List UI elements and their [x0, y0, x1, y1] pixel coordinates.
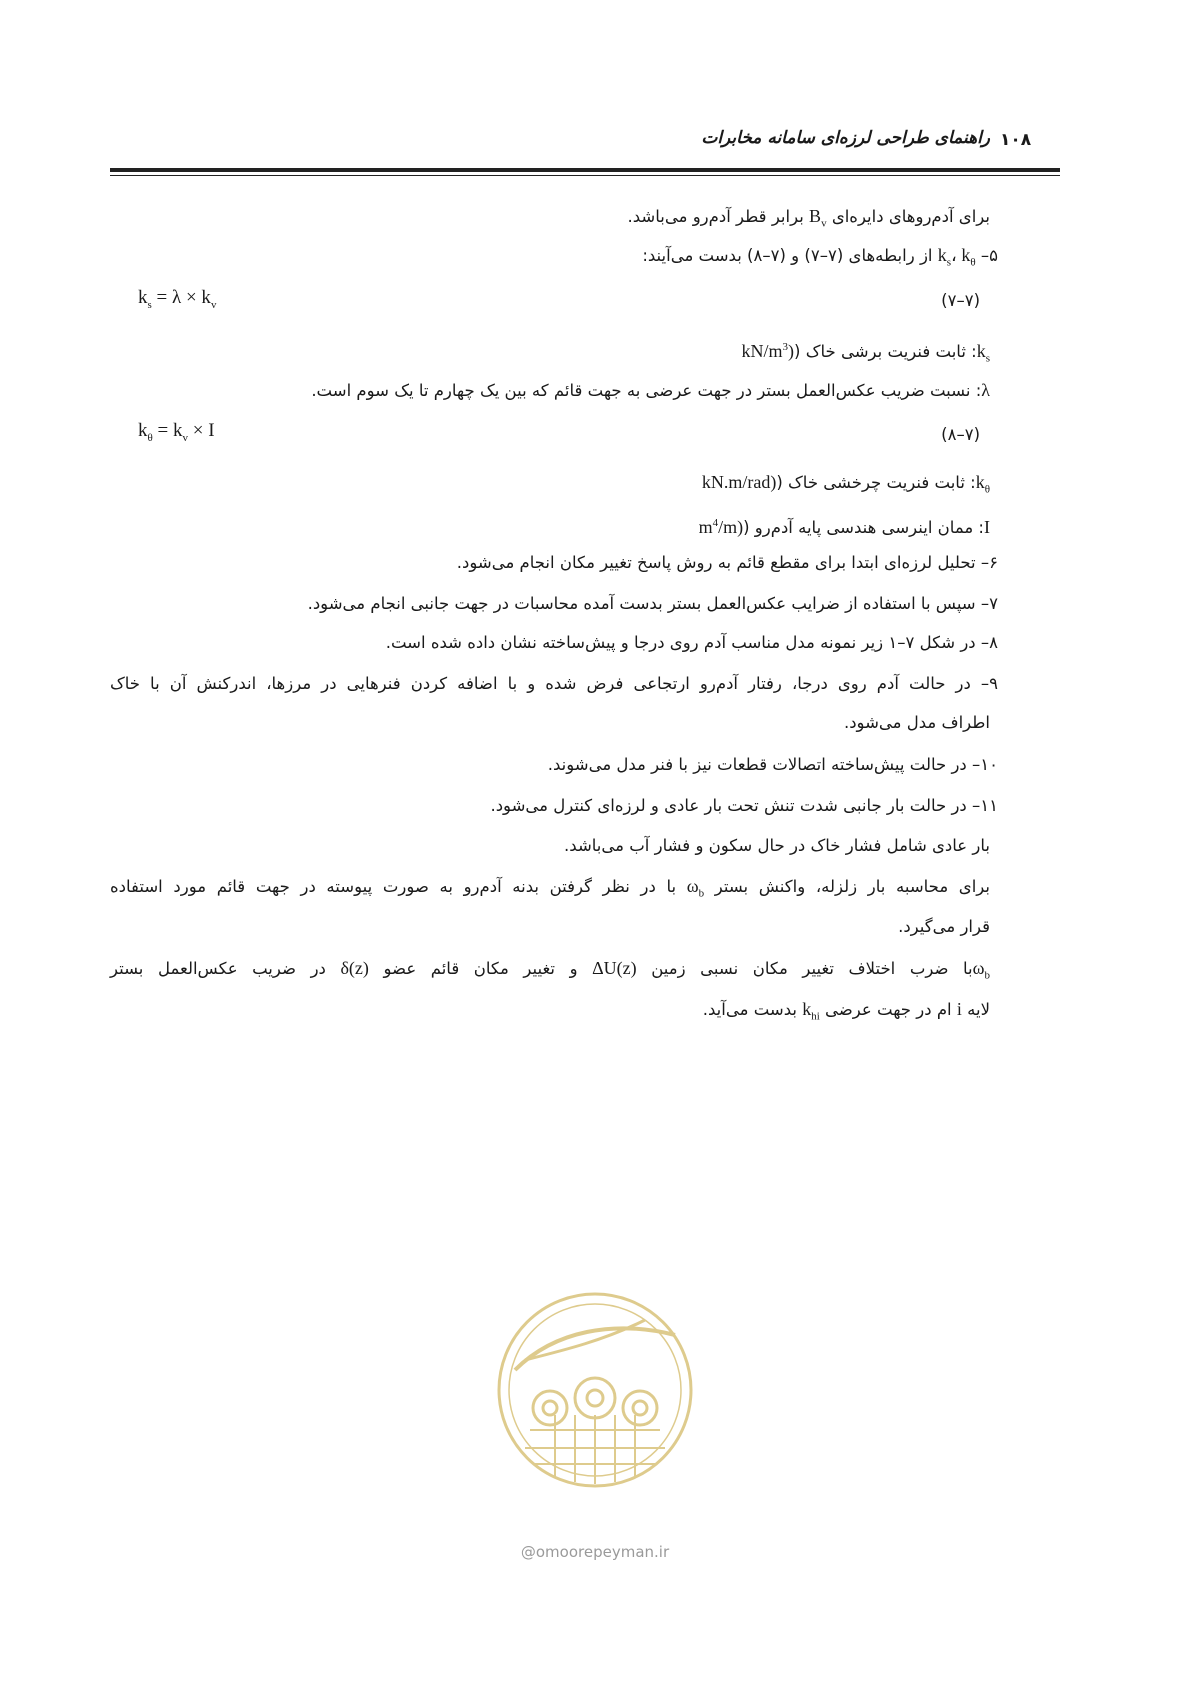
watermark-seal — [495, 1290, 695, 1490]
khi-symbol: $k_{hi}$ — [802, 999, 820, 1023]
inertia-definition — [110, 510, 990, 541]
header-rule-thick — [110, 168, 1060, 172]
omega-line-1 — [110, 955, 990, 989]
seismic-load-line-2: قرار می‌گیرد. — [898, 917, 990, 936]
header-rule-thin — [110, 175, 1060, 176]
ktheta-definition-text: : ثابت فنریت چرخشی خاک ( — [776, 473, 976, 492]
layer-mid: ام در جهت عرضی — [825, 1000, 952, 1019]
watermark-site-text: @omoorepeyman.ir — [520, 1543, 670, 1561]
seismic-pre: برای محاسبه بار زلزله، واکنش بستر — [714, 877, 990, 896]
item-6: ۶– تحلیل لرزه‌ای ابتدا برای مقطع قائم به روش پاسخ تغییر مکان انجام می‌شود. — [456, 553, 998, 572]
omega-b-symbol: $\omega_b$ — [686, 876, 705, 900]
ks-definition-text: : ثابت فنریت برشی خاک ( — [794, 342, 977, 361]
item-9-line-2: اطراف مدل می‌شود. — [843, 713, 990, 732]
i-symbol: i — [956, 999, 962, 1019]
page-number: ۱۰۸ — [1000, 130, 1032, 150]
running-header-title: راهنمای طراحی لرزه‌ای سامانه مخابرات — [701, 128, 990, 148]
inertia-unit: $m^4/m$) — [698, 517, 744, 537]
equation-7-7-number: (۷–۷) — [941, 291, 980, 310]
item-11: ۱۱– در حالت بار جانبی شدت تنش تحت بار عادی و لرزه‌ای کنترل می‌شود. — [490, 796, 998, 815]
ks-unit: $kN/m^3$) — [741, 341, 795, 361]
ks-definition — [110, 334, 990, 372]
omega-text-a: با ضرب اختلاف تغییر مکان نسبی زمین — [651, 959, 973, 978]
omega-line-2 — [110, 996, 990, 1030]
delta-u-symbol: ΔU(z) — [592, 958, 637, 978]
omega-text-c: در ضریب عکس‌العمل بستر — [110, 959, 326, 978]
equation-7-8-number: (۷–۸) — [941, 425, 980, 444]
lambda-definition — [110, 377, 990, 404]
omega-text-b: و تغییر مکان قائم عضو — [383, 959, 578, 978]
ks-ktheta-symbols: $k_s،$ $k_\theta$ — [937, 245, 976, 269]
layer-post: بدست می‌آید. — [702, 1000, 797, 1019]
item-5 — [110, 242, 998, 276]
item-8: ۸– در شکل ۷–۱ زیر نمونه مدل مناسب آدم روی درجا و پیش‌ساخته نشان داده شده است. — [385, 633, 998, 652]
seismic-post: با در نظر گرفتن بدنه آدم‌رو به صورت پیوسته در جهت قائم مورد استفاده — [110, 877, 677, 896]
normal-load-line: بار عادی شامل فشار خاک در حال سکون و فشار آب می‌باشد. — [564, 836, 990, 855]
ktheta-definition — [110, 469, 990, 503]
ks-symbol: $k_s$ — [976, 341, 990, 365]
omega-b-symbol-2: $\omega_b$ — [972, 958, 990, 982]
bv-text-pre: برای آدم‌روهای دایره‌ای — [831, 207, 990, 226]
inertia-definition-text: : ممان اینرسی هندسی پایه آدم‌رو ( — [743, 518, 984, 537]
seismic-load-line-1 — [110, 873, 990, 907]
item-9-line-1: ۹– در حالت آدم روی درجا، رفتار آدم‌رو ارتجاعی فرض شده و با اضافه کردن فنرهایی در مرزها، اندرکنش آن با خاک — [110, 674, 998, 693]
layer-pre: لایه — [967, 1000, 990, 1019]
item-7: ۷– سپس با استفاده از ضرایب عکس‌العمل بستر بدست آمده محاسبات در جهت جانبی انجام می‌شود. — [307, 594, 998, 613]
item5-number: ۵– — [980, 246, 998, 265]
item-10: ۱۰– در حالت پیش‌ساخته اتصالات قطعات نیز با فنر مدل می‌شوند. — [547, 755, 998, 774]
equation-7-8: $k_\theta = k_v \times I$ — [138, 420, 215, 444]
ktheta-unit: kN.m/rad) — [701, 472, 777, 492]
delta-z-symbol: δ(z) — [340, 958, 369, 978]
bv-text-post: برابر قطر آدم‌رو می‌باشد. — [627, 207, 804, 226]
equation-7-7: $k_s = \lambda \times k_v$ — [138, 287, 217, 311]
bv-symbol: $B_v$ — [809, 206, 827, 230]
ktheta-symbol: $k_\theta$ — [975, 472, 990, 496]
lambda-symbol: λ — [981, 380, 990, 400]
lambda-definition-text: : نسبت ضریب عکس‌العمل بستر در جهت عرضی به جهت قائم که بین یک چهارم تا یک سوم است. — [311, 381, 982, 400]
bv-definition-line — [110, 203, 990, 237]
item5-text: از رابطه‌های (۷–۷) و (۷–۸) بدست می‌آیند: — [642, 246, 933, 265]
inertia-symbol: I — [984, 517, 990, 537]
